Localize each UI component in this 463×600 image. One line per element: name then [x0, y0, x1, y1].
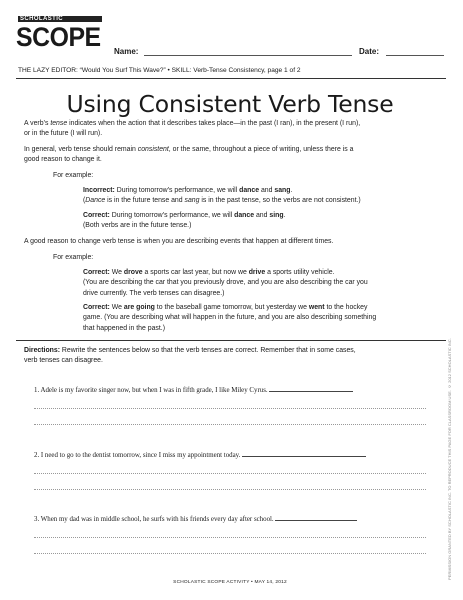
lazy-editor-line: THE LAZY EDITOR: “Would You Surf This Wave?” • SKILL: Verb-Tense Consistency, page 1 of 2: [18, 67, 301, 74]
question-2: 2. I need to go to the dentist tomorrow, since I miss my appointment today.: [34, 451, 366, 460]
correct-example-3: Correct: We are going to the baseball game tomorrow, but yesterday we went to the hockey game. (You are describing what will happen in the future, and you are also describing something that happened in the past.): [83, 304, 377, 332]
for-example-label-2: For example:: [53, 254, 94, 261]
brand-scholastic-logo: SCHOLASTIC: [20, 16, 63, 22]
name-field[interactable]: [144, 55, 352, 56]
intro-paragraph-2: In general, verb tense should remain consistent, or the same, throughout a piece of writing, unless there is a good reason to change it.: [24, 146, 354, 164]
answer-line[interactable]: [34, 473, 426, 474]
page-footer: SCHOLASTIC SCOPE ACTIVITY • MAY 14, 2012: [173, 580, 287, 585]
answer-line[interactable]: [34, 537, 426, 538]
directions: Directions: Rewrite the sentences below so that the verb tenses are correct. Remember that in some cases, verb tenses can disagree.: [24, 347, 356, 365]
correct-example-2: Correct: We drove a sports car last year, but now we drive a sports utility vehicle. (You are describing the car that you previously drove, and you are also describing the car you drive currently. The verb tenses can disagree.): [83, 269, 368, 297]
header-rule: [16, 78, 446, 79]
change-tense-paragraph: A good reason to change verb tense is when you are describing events that happen at different times.: [24, 238, 334, 245]
answer-line[interactable]: [34, 489, 426, 490]
question-1: 1. Adele is my favorite singer now, but when I was in fifth grade, I like Miley Cyrus.: [34, 386, 353, 395]
page-title: Using Consistent Verb Tense: [66, 90, 394, 118]
question-3: 3. When my dad was in middle school, he surfs with his friends every day after school.: [34, 515, 357, 524]
answer-line[interactable]: [34, 408, 426, 409]
answer-line[interactable]: [34, 553, 426, 554]
date-field[interactable]: [386, 55, 444, 56]
name-label: Name:: [114, 47, 139, 56]
permission-note: PERMISSION GRANTED BY SCHOLASTIC INC. TO REPRODUCE THIS PAGE FOR CLASSROOM USE. © 2012 SCHOLASTIC INC.: [447, 338, 452, 580]
directions-rule: [16, 340, 446, 341]
brand-scope-logo: SCOPE: [16, 22, 101, 52]
answer-line[interactable]: [34, 424, 426, 425]
date-label: Date:: [359, 47, 380, 56]
intro-paragraph-1: A verb’s tense indicates when the action that it describes takes place—in the past (I ran), in the present (I run), or in the future (I will run).: [24, 120, 361, 138]
correct-example-1: Correct: During tomorrow’s performance, we will dance and sing. (Both verbs are in the future tense.): [83, 212, 286, 230]
incorrect-example: Incorrect: During tomorrow’s performance, we will dance and sang. (Dance is in the future tense and sang is in the past tense, so the verbs are not consistent.): [83, 187, 361, 205]
for-example-label-1: For example:: [53, 172, 94, 179]
